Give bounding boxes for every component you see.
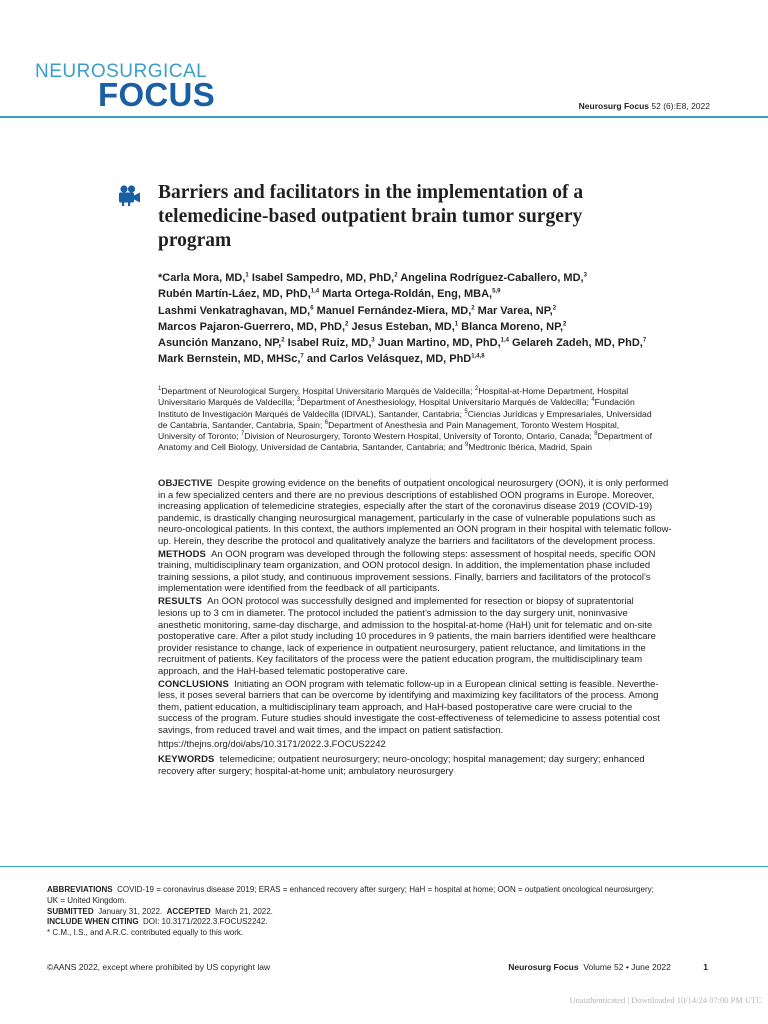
- abstract-section-methods: [158, 549, 714, 595]
- abstract-section-conclusions: [158, 679, 714, 737]
- author-line: [158, 286, 718, 302]
- abstract-line: [158, 631, 714, 643]
- abstract: [158, 478, 714, 779]
- abstract-text: training sessions, a pilot study, and continuous improvement sessions. Finally, barriers and facilitators of the protocol’s: [158, 571, 651, 583]
- journal-volume-issue: 52 (6):E8, 2022: [651, 101, 710, 111]
- abstract-text: lesions up to 3 cm in diameter. The protocol included the patient’s admission to the day surgery unit, noninvasive: [158, 608, 628, 620]
- copyright: ©AANS 2022, except where prohibited by US copyright law: [47, 962, 271, 972]
- abstract-text: increasing application of telemedicine strategies, especially after the start of the coronavirus disease 2019 (COVID-19): [158, 501, 653, 513]
- affiliation-superscript: 9: [465, 442, 469, 449]
- text-segment: Fundación: [594, 397, 635, 408]
- abstract-line: [158, 690, 714, 702]
- affiliation-superscript: 1,4: [310, 288, 320, 295]
- abstract-line: [158, 583, 714, 595]
- text-segment: Universitario Marqués de Valdecilla;: [158, 397, 297, 408]
- abstract-line: [158, 536, 714, 548]
- abstract-text: postoperative care. After a pilot study including 10 procedures in 9 patients, the main barriers identified were healthcare: [158, 631, 656, 643]
- footer-volume: Volume 52 • June 2022: [583, 962, 671, 972]
- journal-logo-top: NEUROSURGICAL: [35, 61, 208, 82]
- abbreviations-line-1: [47, 885, 727, 896]
- abstract-text: Initiating an OON program with telematic follow-up in a European clinical setting is feasible. Neverthe-: [234, 678, 659, 690]
- abstract-text: provider resistance to change, lack of experience in outpatient neurosurgery, patient reluctance, and limitations in the: [158, 642, 646, 654]
- keywords-heading: KEYWORDS: [158, 754, 215, 766]
- abstract-text: up. Herein, they describe the protocol and qualitatively analyze the barriers and facilitators of the development process.: [158, 535, 656, 547]
- abstract-line: [158, 490, 714, 502]
- abstract-line: [158, 596, 714, 608]
- abstract-text: in a few specialized centers and there are no previous descriptions of established OON programs in Europe. Moreover,: [158, 489, 655, 501]
- abstract-line: [158, 666, 714, 678]
- citing-line: [47, 917, 727, 928]
- text-segment: Isabel Ruiz, MD,: [284, 337, 372, 350]
- text-segment: Gelareh Zadeh, MD, PhD,: [509, 337, 643, 350]
- journal-logo-bottom: FOCUS: [98, 76, 215, 113]
- abstract-text: neuro-oncological patients. In this context, the authors implemented an OON program in their hospital with telematic follow-: [158, 524, 672, 536]
- affiliation-line: [158, 431, 714, 442]
- author-line: [158, 303, 718, 319]
- author-line: [158, 335, 718, 351]
- affiliation-superscript: 2: [345, 321, 349, 328]
- abstract-line: [158, 478, 714, 490]
- affiliation-line: [158, 409, 714, 420]
- keywords-text: telemedicine; outpatient neurosurgery; neuro-oncology; hospital management; day surgery; enhanced: [219, 754, 645, 766]
- abstract-line: [158, 679, 714, 691]
- text-segment: Blanca Moreno, NP,: [458, 320, 564, 333]
- abstract-line: [158, 654, 714, 666]
- section-heading: CONCLUSIONS: [158, 678, 229, 690]
- abstract-line: [158, 513, 714, 525]
- abbreviations-heading: ABBREVIATIONS: [47, 885, 113, 894]
- header-divider: [0, 116, 768, 118]
- equal-contribution-note: * C.M., I.S., and A.R.C. contributed equally to this work.: [47, 928, 244, 938]
- abstract-line: [158, 643, 714, 655]
- abbreviations-text-1: COVID-19 = coronavirus disease 2019; ERAS = enhanced recovery after surgery; HaH = hospital at home; OON = outpatient oncological neurosurgery;: [117, 885, 654, 894]
- text-segment: Division of Neurosurgery, Toronto Western Hospital, University of Toronto, Ontario, Canada;: [244, 431, 595, 442]
- abbreviations-text-2: UK = United Kingdom.: [47, 895, 127, 905]
- video-camera-icon: [117, 183, 141, 207]
- affiliation-superscript: 6: [324, 420, 329, 427]
- text-segment: de Cantabria, Santander, Cantabria, Spain;: [158, 419, 325, 430]
- abstract-line: [158, 608, 714, 620]
- abstract-line: [158, 572, 714, 584]
- affiliation-superscript: 4: [591, 397, 595, 404]
- abstract-text: training, multidisciplinary team organization, and OON protocol design. In addition, the implementation phase included: [158, 560, 651, 572]
- abstract-line: [158, 725, 714, 737]
- text-segment: Marcos Pajaron-Guerrero, MD, PhD,: [158, 320, 346, 333]
- author-line: [158, 270, 718, 286]
- abstract-text: An OON program was developed through the following steps: assessment of hospital needs, specific OON: [211, 548, 656, 560]
- title-line: telemedicine-based outpatient brain tumor surgery: [158, 206, 583, 227]
- text-segment: Department of Anesthesia and Pain Management, Toronto Western Hospital,: [328, 419, 620, 430]
- journal-citation: [579, 101, 710, 111]
- text-segment: Department of: [597, 431, 653, 442]
- footer-divider: [0, 866, 768, 867]
- text-segment: Asunción Manzano, NP,: [158, 337, 282, 350]
- text-segment: Rubén Martín-Láez, MD, PhD,: [158, 288, 311, 301]
- abstract-sections: [158, 478, 714, 737]
- affiliation-superscript: 6: [310, 304, 314, 311]
- abstract-text: An OON protocol was successfully designed and implemented for resection or biopsy of supratentorial: [207, 596, 634, 608]
- citing-doi: DOI: 10.3171/2022.3.FOCUS2242.: [143, 917, 268, 927]
- affiliations: [158, 386, 714, 454]
- page-number: 1: [703, 962, 708, 972]
- abstract-text: anesthetic monitoring, same-day discharge, and admission to the hospital-at-home (HaH) unit for telematic and on-site: [158, 619, 653, 631]
- text-segment: Marta Ortega-Roldán, Eng, MBA,: [319, 288, 493, 301]
- submitted-date: January 31, 2022.: [98, 906, 163, 916]
- affiliation-superscript: 2: [281, 337, 285, 344]
- affiliation-superscript: 2: [563, 321, 567, 328]
- accepted-date: March 21, 2022.: [215, 906, 273, 916]
- affiliation-line: [158, 386, 714, 397]
- text-segment: Mark Bernstein, MD, MHSc,: [158, 353, 301, 366]
- abstract-text: less, it poses several barriers that can be overcome by identifying and maximizing key facilitators of the process. Among: [158, 690, 659, 702]
- author-line: [158, 351, 718, 367]
- abstract-text: approach, and the HaH-based telematic postoperative care.: [158, 665, 408, 677]
- abstract-text: Despite growing evidence on the benefits of outpatient oncological neurosurgery (OON), it is only performed: [217, 478, 669, 489]
- affiliation-superscript: 5: [464, 408, 468, 415]
- affiliation-superscript: 3: [583, 272, 587, 279]
- keywords-line: [158, 754, 714, 766]
- abstract-line: [158, 524, 714, 536]
- affiliation-superscript: 7: [642, 337, 647, 344]
- text-segment: Lashmi Venkatraghavan, MD,: [158, 304, 311, 317]
- download-watermark: Unauthenticated | Downloaded 10/14/24 07:00 PM UTC: [569, 995, 762, 1005]
- affiliation-superscript: 8: [594, 431, 598, 438]
- author-list: [158, 270, 718, 368]
- affiliation-superscript: 3: [296, 397, 301, 404]
- section-heading: METHODS: [158, 548, 206, 560]
- section-heading: OBJECTIVE: [158, 478, 213, 489]
- doi-link[interactable]: https://thejns.org/doi/abs/10.3171/2022.3.FOCUS2242: [158, 738, 386, 750]
- affiliation-superscript: 1: [158, 386, 162, 393]
- article-title: [158, 181, 718, 253]
- affiliation-superscript: 7: [240, 431, 245, 438]
- text-segment: Anatomy and Cell Biology, Universidad de Cantabria, Santander, Cantabria; and: [158, 442, 466, 453]
- abstract-section-objective: [158, 478, 714, 547]
- affiliation-superscript: 1,4: [500, 337, 509, 344]
- abstract-line: [158, 501, 714, 513]
- affiliation-line: [158, 442, 714, 453]
- section-heading: RESULTS: [158, 596, 203, 608]
- abstract-line: [158, 549, 714, 561]
- keywords-text: recovery after surgery; hospital-at-home unit; ambulatory neurosurgery: [158, 765, 454, 777]
- text-segment: Ciencias Jurídicas y Empresariales, Universidad: [467, 408, 652, 419]
- text-segment: *Carla Mora, MD,: [158, 272, 246, 284]
- footer-journal: Neurosurg Focus: [508, 962, 579, 972]
- text-segment: Instituto de Investigación Marqués de Valdecilla (IDIVAL), Santander, Cantabria;: [158, 408, 465, 419]
- keywords: [158, 754, 714, 777]
- abstract-text: recruitment of patients. Key facilitators of the process were the patient education program, the multidisciplinary team: [158, 654, 643, 666]
- text-segment: Medtronic Ibérica, Madrid, Spain: [468, 442, 593, 453]
- text-segment: University of Toronto;: [158, 431, 241, 442]
- keywords-line: [158, 766, 714, 778]
- text-segment: and Carlos Velásquez, MD, PhD: [303, 353, 472, 366]
- abstract-line: [158, 620, 714, 632]
- title-line: Barriers and facilitators in the implementation of a: [158, 182, 584, 203]
- abstract-line: [158, 713, 714, 725]
- affiliation-superscript: 7: [300, 353, 304, 360]
- abstract-section-results: [158, 596, 714, 677]
- affiliation-superscript: 1,4,8: [471, 353, 485, 360]
- text-segment: Jesus Esteban, MD,: [348, 320, 455, 333]
- abstract-line: [158, 702, 714, 714]
- affiliation-line: [158, 420, 714, 431]
- affiliation-superscript: 2: [471, 304, 475, 311]
- submitted-heading: SUBMITTED: [47, 906, 94, 916]
- affiliation-superscript: 1: [454, 321, 459, 328]
- affiliation-superscript: 2: [394, 272, 398, 279]
- text-segment: Mar Varea, NP,: [474, 304, 553, 317]
- dates-line: [47, 907, 727, 918]
- affiliation-superscript: 2: [552, 304, 557, 311]
- citing-heading: INCLUDE WHEN CITING: [47, 917, 139, 927]
- author-line: [158, 319, 718, 335]
- text-segment: Angelina Rodríguez-Caballero, MD,: [397, 272, 584, 284]
- abstract-text: savings, from reduced travel and wait times, and the impact on patient satisfaction.: [158, 724, 504, 736]
- title-line: program: [158, 230, 232, 251]
- affiliation-superscript: 1: [245, 272, 249, 279]
- text-segment: Hospital-at-Home Department, Hospital: [478, 386, 629, 396]
- abstract-line: [158, 560, 714, 572]
- text-segment: Department of Neurological Surgery, Hospital Universitario Marqués de Valdecilla;: [161, 386, 475, 396]
- affiliation-superscript: 3: [371, 337, 375, 344]
- accepted-heading: ACCEPTED: [166, 906, 211, 916]
- abstract-text: them, patient education, a multidisciplinary team approach, and HaH-based postoperative care were crucial to the: [158, 701, 633, 713]
- affiliation-line: [158, 397, 714, 408]
- affiliation-superscript: 5,9: [492, 288, 501, 295]
- journal-name: Neurosurg Focus: [578, 101, 650, 111]
- text-segment: Isabel Sampedro, MD, PhD,: [248, 272, 395, 284]
- affiliation-superscript: 2: [474, 386, 479, 393]
- page-footer: [508, 962, 708, 972]
- text-segment: Manuel Fernández-Miera, MD,: [313, 304, 472, 317]
- abstract-text: implementation were identified from the feedback of all participants.: [158, 583, 440, 595]
- text-segment: Juan Martino, MD, PhD,: [374, 337, 501, 350]
- journal-header: [0, 0, 768, 120]
- text-segment: Department of Anesthesiology, Hospital Universitario Marqués de Valdecilla;: [300, 397, 592, 408]
- abstract-text: pandemic, is drastically changing neurosurgical management, particularly in the case of vulnerable populations such as: [158, 512, 656, 524]
- abstract-text: success of the program. Future studies should investigate the cost-effectiveness of telemedicine to assess potential cost: [158, 713, 660, 725]
- article-notes: [47, 885, 727, 939]
